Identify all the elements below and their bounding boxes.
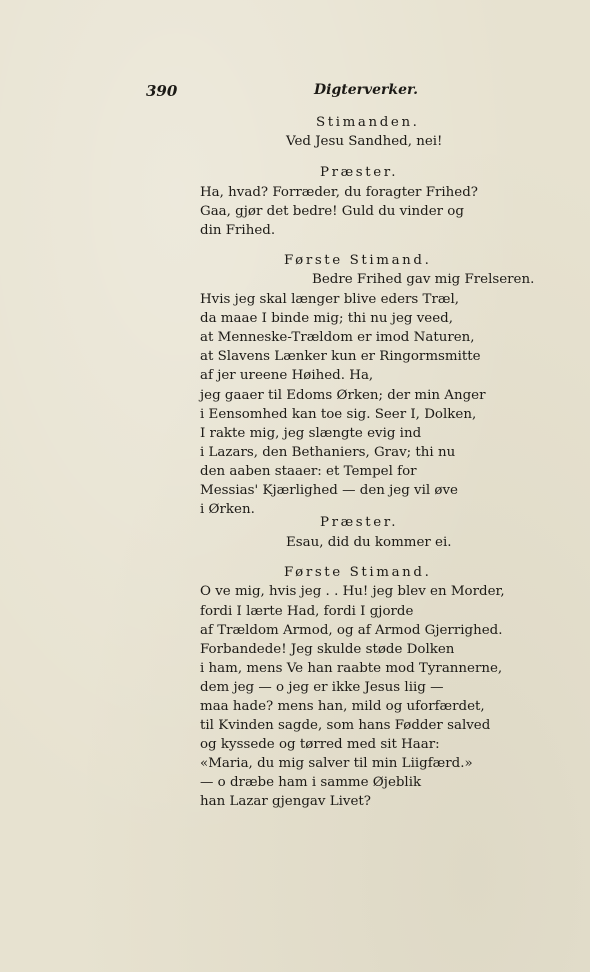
- verse-line: Gaa, gjør det bedre! Guld du vinder og: [200, 204, 464, 219]
- verse-line: i Ørken.: [200, 502, 255, 517]
- verse-line: «Maria, du mig salver til min Liigfærd.»: [200, 756, 473, 771]
- verse-line: maa hade? mens han, mild og uforfærdet,: [200, 699, 485, 714]
- verse-line: — o dræbe ham i samme Øjeblik: [200, 775, 422, 790]
- verse-line: jeg gaaer til Edoms Ørken; der min Anger: [200, 388, 486, 403]
- verse-line: af Trældom Armod, og af Armod Gjerrighed.: [200, 623, 503, 638]
- speaker-foerste-stimand: Første Stimand.: [284, 253, 432, 268]
- verse-line: din Frihed.: [200, 223, 276, 238]
- verse-line: til Kvinden sagde, som hans Fødder salved: [200, 718, 491, 733]
- verse-line: i Lazars, den Bethaniers, Grav; thi nu: [200, 445, 456, 460]
- verse-line: i Eensomhed kan toe sig. Seer I, Dolken,: [200, 407, 477, 422]
- running-title: Digterverker.: [314, 82, 418, 98]
- verse-line: Esau, did du kommer ei.: [286, 535, 452, 550]
- verse-line: Ha, hvad? Forræder, du foragter Frihed?: [200, 185, 478, 200]
- verse-line: at Menneske-Trældom er imod Naturen,: [200, 330, 475, 345]
- verse-line: dem jeg — o jeg er ikke Jesus liig —: [200, 680, 444, 695]
- verse-line: Messias' Kjærlighed — den jeg vil øve: [200, 483, 458, 498]
- speaker-stimanden: Stimanden.: [316, 115, 420, 130]
- verse-line: han Lazar gjengav Livet?: [200, 794, 371, 809]
- verse-line: og kyssede og tørred med sit Haar:: [200, 737, 440, 752]
- verse-line: I rakte mig, jeg slængte evig ind: [200, 426, 422, 441]
- page-header: [0, 82, 590, 102]
- verse-line: Ved Jesu Sandhed, nei!: [286, 134, 443, 149]
- verse-line: Bedre Frihed gav mig Frelseren.: [312, 272, 535, 287]
- speaker-praester: Præster.: [320, 165, 399, 180]
- verse-line: Hvis jeg skal længer blive eders Træl,: [200, 292, 460, 307]
- speaker-praester: Præster.: [320, 515, 399, 530]
- verse-line: O ve mig, hvis jeg . . Hu! jeg blev en Morder,: [200, 584, 505, 599]
- verse-line: Forbandede! Jeg skulde støde Dolken: [200, 642, 455, 657]
- verse-line: fordi I lærte Had, fordi I gjorde: [200, 604, 414, 619]
- verse-line: af jer ureene Høihed. Ha,: [200, 368, 374, 383]
- speaker-foerste-stimand: Første Stimand.: [284, 565, 432, 580]
- page-number: 390: [146, 82, 178, 100]
- verse-line: at Slavens Lænker kun er Ringormsmitte: [200, 349, 481, 364]
- verse-line: i ham, mens Ve han raabte mod Tyrannerne,: [200, 661, 503, 676]
- verse-line: den aaben staaer: et Tempel for: [200, 464, 417, 479]
- verse-line: da maae I binde mig; thi nu jeg veed,: [200, 311, 453, 326]
